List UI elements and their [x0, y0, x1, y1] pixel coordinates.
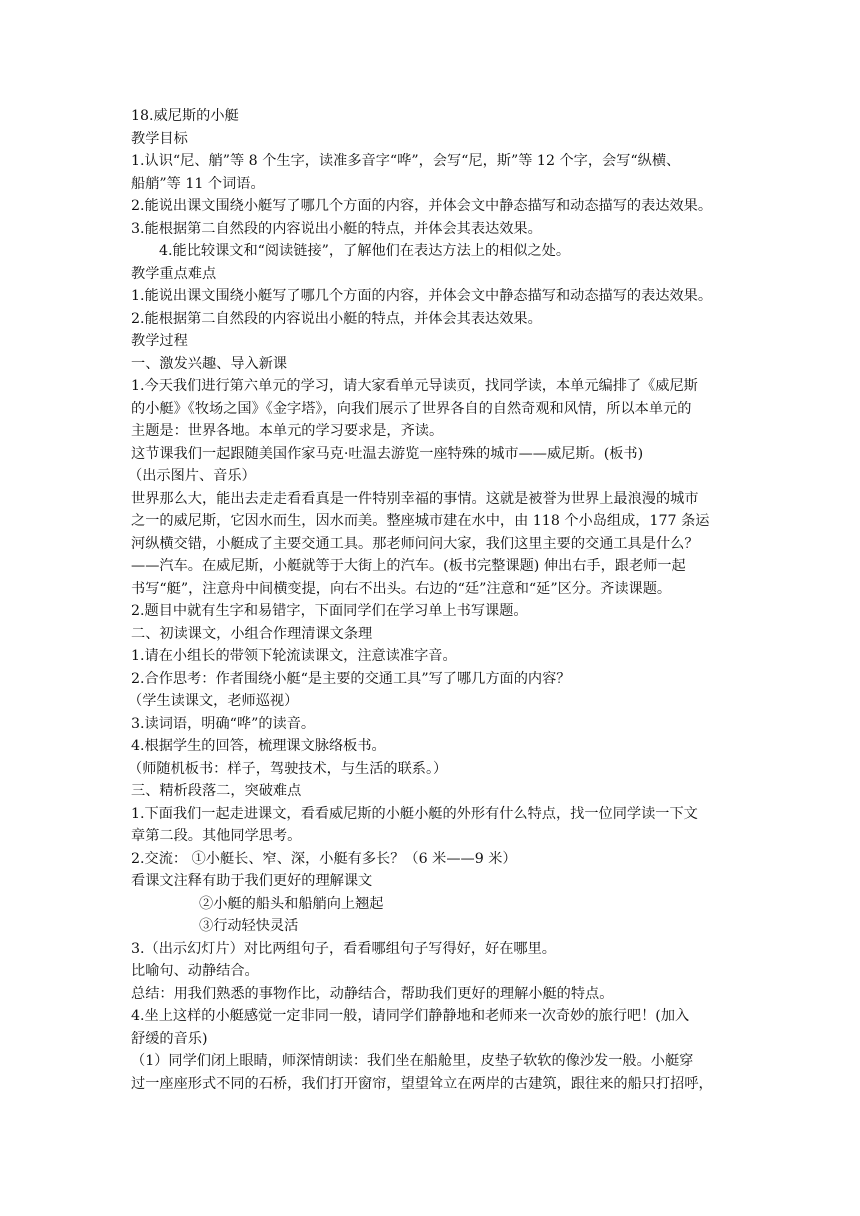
text-line: （1）同学们闭上眼睛，师深情朗读：我们坐在船舱里，皮垫子软软的像沙发一般。小艇穿: [131, 1053, 694, 1069]
text-line: 2.交流： ①小艇长、窄、深，小艇有多长？（6 米——9 米）: [131, 850, 517, 867]
text-line: 比喻句、动静结合。: [131, 963, 259, 979]
text-line: 船艄”等 11 个词语。: [131, 175, 265, 192]
text-line: 1.认识“尼、艄”等 8 个生字，读准多音字“哗”，会写“尼，斯”等 12 个字，会写“纵横、: [131, 153, 681, 169]
text-line: 看课文注释有助于我们更好的理解课文: [131, 873, 373, 889]
subsection-heading: 一、激发兴趣、导入新课: [131, 355, 288, 372]
text-line: 总结：用我们熟悉的事物作比，动静结合，帮助我们更好的理解小艇的特点。: [131, 985, 614, 1002]
text-line: ②小艇的船头和船艄向上翘起: [199, 895, 384, 912]
text-line: 1.今天我们进行第六单元的学习，请大家看单元导读页，找同学读，本单元编排了《威尼斯: [131, 378, 698, 394]
text-line: 1.请在小组长的带领下轮流读课文，注意读准字音。: [131, 648, 457, 664]
text-line: 的小艇》《牧场之国》《金字塔》，向我们展示了世界各自的自然奇观和风情，所以本单元的: [131, 400, 692, 417]
text-line: ——汽车。在威尼斯，小艇就等于大街上的汽车。(板书完整课题) 伸出右手，跟老师一起: [131, 558, 686, 574]
subsection-heading: 三、精析段落二，突破难点: [131, 783, 302, 799]
text-line: 这节课我们一起跟随美国作家马克·吐温去游览一座特殊的城市——威尼斯。(板书): [131, 445, 644, 462]
document-page: [128, 105, 743, 1095]
text-line: ③行动轻快灵活: [199, 918, 299, 934]
text-line: 3.能根据第二自然段的内容说出小艇的特点，并体会其表达效果。: [131, 220, 542, 237]
text-line: 之一的威尼斯，它因水而生，因水而美。整座城市建在水中，由 118 个小岛组成，177 条运: [131, 513, 710, 529]
text-line: 4.坐上这样的小艇感觉一定非同一般，请同学们静静地和老师来一次奇妙的旅行吧！(加入: [131, 1008, 690, 1024]
text-line: 舒缓的音乐): [131, 1030, 208, 1047]
text-line: 1.能说出课文围绕小艇写了哪几个方面的内容，并体会文中静态描写和动态描写的表达效果。: [131, 288, 713, 304]
text-line: （学生读课文，老师巡视）: [128, 693, 299, 709]
text-line: 书写“艇”，注意舟中间横变提，向右不出头。右边的“廷”注意和“延”区分。齐读课题。: [131, 580, 672, 597]
text-line: 章第二段。其他同学思考。: [131, 828, 302, 844]
text-line: 1.下面我们一起走进课文，看看威尼斯的小艇小艇的外形有什么特点，找一位同学读一下文: [131, 805, 698, 822]
section-heading-process: 教学过程: [131, 333, 188, 349]
text-line: 4.能比较课文和“阅读链接”，了解他们在表达方法上的相似之处。: [159, 243, 571, 259]
section-heading-objectives: 教学目标: [131, 130, 188, 147]
text-line: 2.能根据第二自然段的内容说出小艇的特点，并体会其表达效果。: [131, 310, 542, 327]
text-line: 4.根据学生的回答，梳理课文脉络板书。: [131, 738, 386, 754]
section-heading-key-points: 教学重点难点: [131, 265, 217, 282]
text-line: 3.读词语，明确“哗”的读音。: [131, 715, 316, 732]
text-line: 2.合作思考：作者围绕小艇“是主要的交通工具”写了哪几方面的内容？: [131, 670, 571, 687]
text-line: 河纵横交错，小艇成了主要交通工具。那老师问问大家，我们这里主要的交通工具是什么？: [131, 535, 699, 552]
text-line: （师随机板书：样子，驾驶技术，与生活的联系。）: [128, 760, 448, 777]
text-line: 主题是：世界各地。本单元的学习要求是，齐读。: [131, 423, 444, 439]
text-line: 过一座座形式不同的石桥，我们打开窗帘，望望耸立在两岸的古建筑，跟往来的船只打招呼，: [131, 1075, 713, 1092]
text-line: 2.题目中就有生字和易错字，下面同学们在学习单上书写课题。: [131, 603, 528, 619]
text-line: （出示图片、音乐）: [128, 468, 256, 484]
text-line: 世界那么大，能出去走走看看真是一件特别幸福的事情。这就是被誉为世界上最浪漫的城市: [131, 490, 699, 507]
lesson-title: 18.威尼斯的小艇: [131, 108, 239, 124]
text-line: 3.（出示幻灯片）对比两组句子，看看哪组句子写得好，好在哪里。: [131, 940, 556, 957]
text-line: 2.能说出课文围绕小艇写了哪几个方面的内容，并体会文中静态描写和动态描写的表达效果。: [131, 198, 713, 214]
subsection-heading: 二、初读课文，小组合作理清课文条理: [131, 625, 373, 642]
